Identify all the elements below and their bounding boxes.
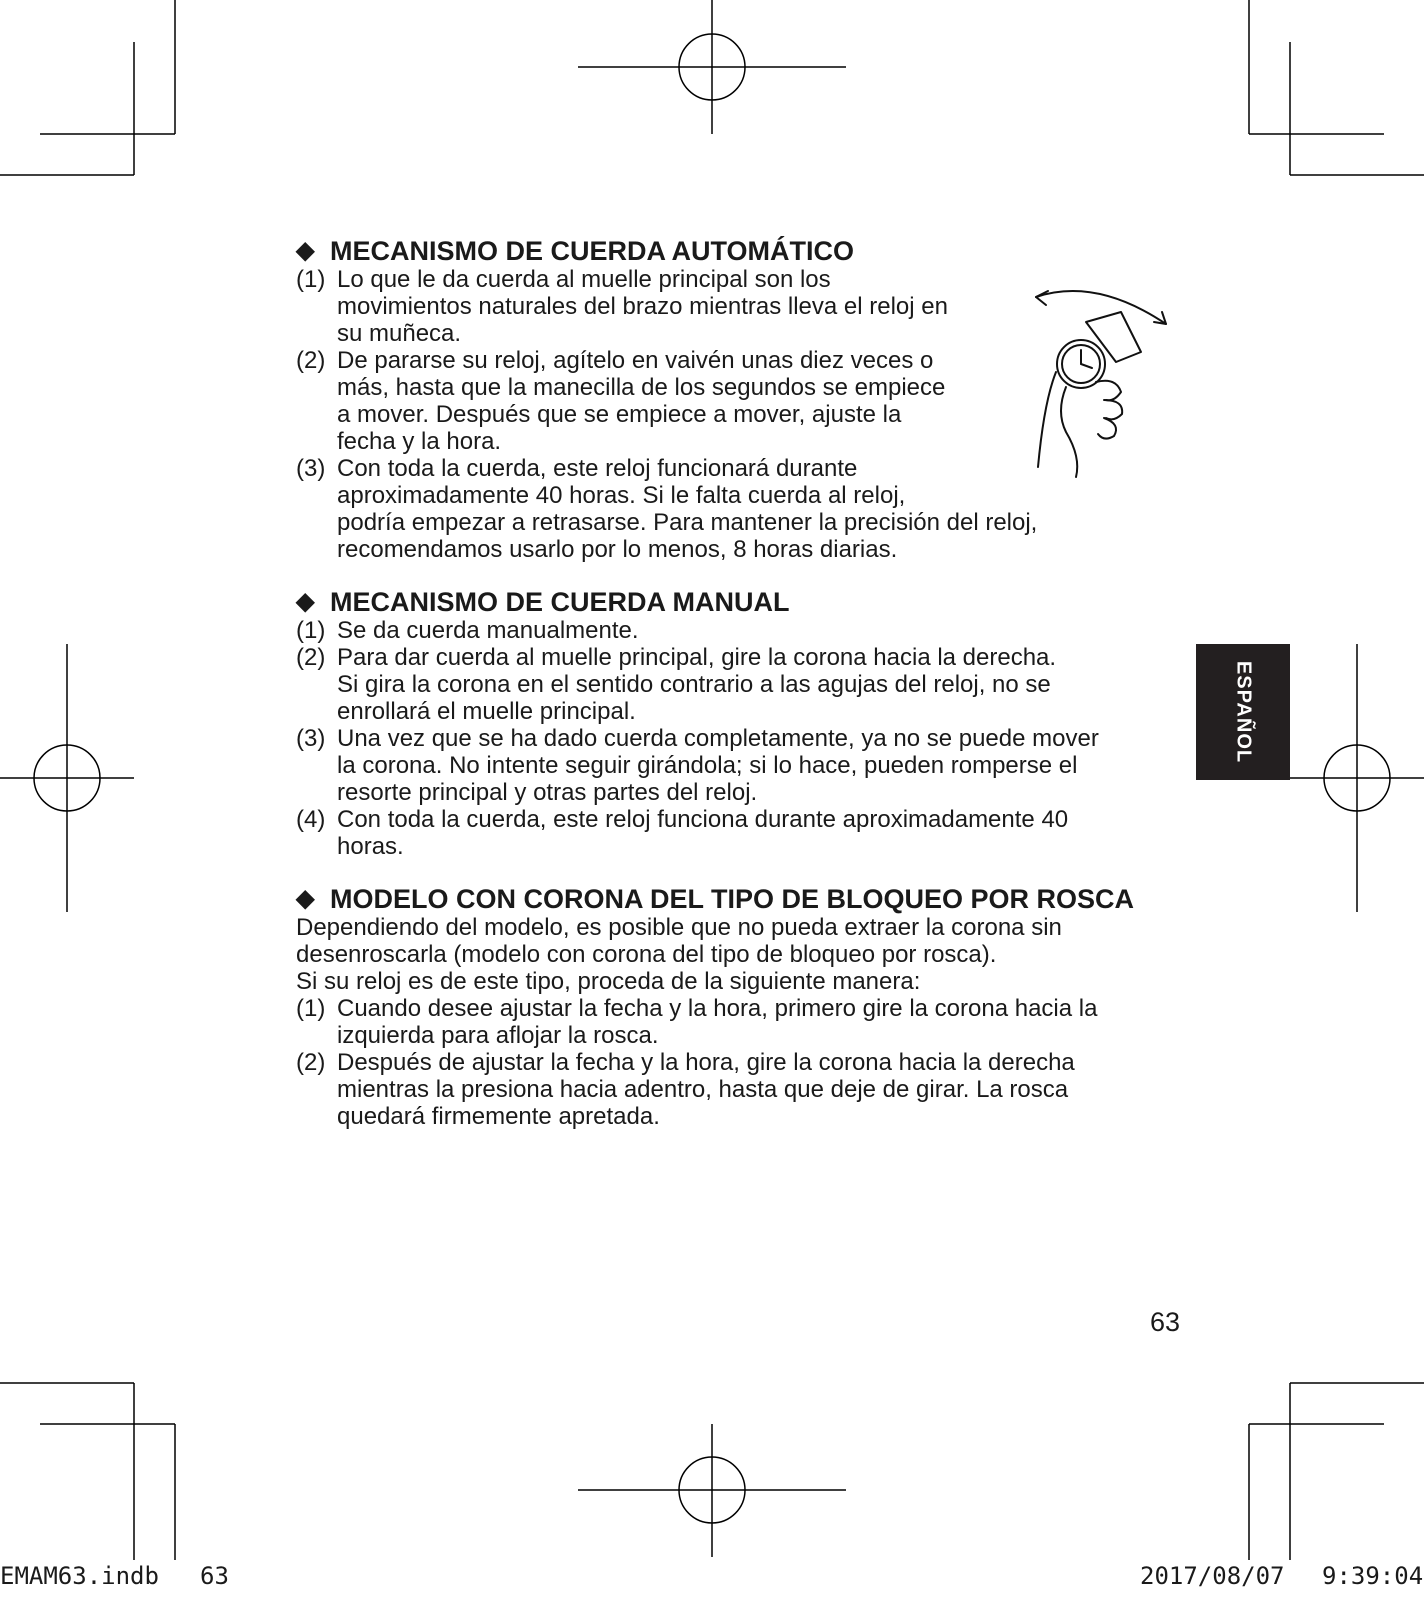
text-line: podría empezar a retrasarse. Para mantener la precisión del reloj, (337, 509, 1038, 536)
text-line: la corona. No intente seguir girándola; si lo hace, pueden romperse el (337, 752, 1078, 779)
list-item (296, 644, 1196, 725)
text-line: De pararse su reloj, agítelo en vaivén unas diez veces o (337, 347, 934, 374)
list-item (296, 266, 1196, 347)
text-line: aproximadamente 40 horas. Si le falta cuerda al reloj, (337, 482, 906, 509)
text-line: más, hasta que la manecilla de los segundos se empiece (337, 374, 946, 401)
footer-file: EMAM63.indb (0, 1562, 159, 1590)
language-tab (1196, 644, 1290, 780)
list-item (296, 617, 1196, 644)
text-line: movimientos naturales del brazo mientras lleva el reloj en (337, 293, 948, 320)
item-number: (2) (296, 1049, 326, 1076)
text-line: Para dar cuerda al muelle principal, gire la corona hacia la derecha. (337, 644, 1057, 671)
item-number: (3) (296, 725, 326, 752)
text-line: Si gira la corona en el sentido contrario a las agujas del reloj, no se (337, 671, 1051, 698)
text-line: a mover. Después que se empiece a mover, ajuste la (337, 401, 902, 428)
text-line: recomendamos usarlo por lo menos, 8 horas diarias. (337, 536, 898, 563)
text-line: Lo que le da cuerda al muelle principal son los (337, 266, 831, 293)
text-line: resorte principal y otras partes del reloj. (337, 779, 758, 806)
intro-paragraph (296, 914, 1196, 995)
text-line: quedará firmemente apretada. (337, 1103, 660, 1130)
list-item (296, 347, 1196, 455)
text-line: fecha y la hora. (337, 428, 502, 455)
text-line: Cuando desee ajustar la fecha y la hora, primero gire la corona hacia la (337, 995, 1098, 1022)
text-line: desenroscarla (modelo con corona del tipo de bloqueo por rosca). (296, 941, 997, 968)
item-number: (1) (296, 266, 326, 293)
text-line: mientras la presiona hacia adentro, hasta que deje de girar. La rosca (337, 1076, 1069, 1103)
list-item (296, 806, 1196, 860)
text-line: enrollará el muelle principal. (337, 698, 636, 725)
list-item (296, 995, 1196, 1049)
text-line: horas. (337, 833, 404, 860)
item-number: (4) (296, 806, 326, 833)
text-line: Una vez que se ha dado cuerda completamente, ya no se puede mover (337, 725, 1099, 752)
footer-time: 9:39:04 (1322, 1562, 1424, 1590)
item-number: (2) (296, 644, 326, 671)
page-number: 63 (1150, 1307, 1181, 1337)
language-tab-label: ESPAÑOL (1232, 660, 1255, 764)
item-number: (1) (296, 617, 326, 644)
section-heading-manual (296, 587, 1196, 617)
text-line: Con toda la cuerda, este reloj funcionará durante (337, 455, 858, 482)
text-line: Se da cuerda manualmente. (337, 617, 639, 644)
section-heading-screw-lock (296, 884, 1196, 914)
list-item (296, 1049, 1196, 1130)
text-line: Si su reloj es de este tipo, proceda de la siguiente manera: (296, 968, 921, 995)
text-line: Con toda la cuerda, este reloj funciona durante aproximadamente 40 (337, 806, 1069, 833)
item-number: (1) (296, 995, 326, 1022)
list-item (296, 725, 1196, 806)
section-heading-automatic (296, 236, 1196, 266)
diamond-bullet-icon: ◆ (296, 588, 315, 615)
text-line: izquierda para aflojar la rosca. (337, 1022, 659, 1049)
footer-date: 2017/08/07 (1140, 1562, 1285, 1590)
item-number: (2) (296, 347, 326, 374)
document-body (296, 236, 1196, 1130)
item-number: (3) (296, 455, 326, 482)
text-line: su muñeca. (337, 320, 462, 347)
footer-page: 63 (200, 1562, 229, 1590)
section-title: MECANISMO DE CUERDA MANUAL (330, 587, 790, 617)
section-title: MODELO CON CORONA DEL TIPO DE BLOQUEO POR ROSCA (330, 884, 1135, 914)
section-title: MECANISMO DE CUERDA AUTOMÁTICO (330, 236, 854, 266)
list-item (296, 455, 1196, 563)
diamond-bullet-icon: ◆ (296, 885, 315, 912)
diamond-bullet-icon: ◆ (296, 237, 315, 264)
text-line: Dependiendo del modelo, es posible que no pueda extraer la corona sin (296, 914, 1062, 941)
text-line: Después de ajustar la fecha y la hora, gire la corona hacia la derecha (337, 1049, 1075, 1076)
